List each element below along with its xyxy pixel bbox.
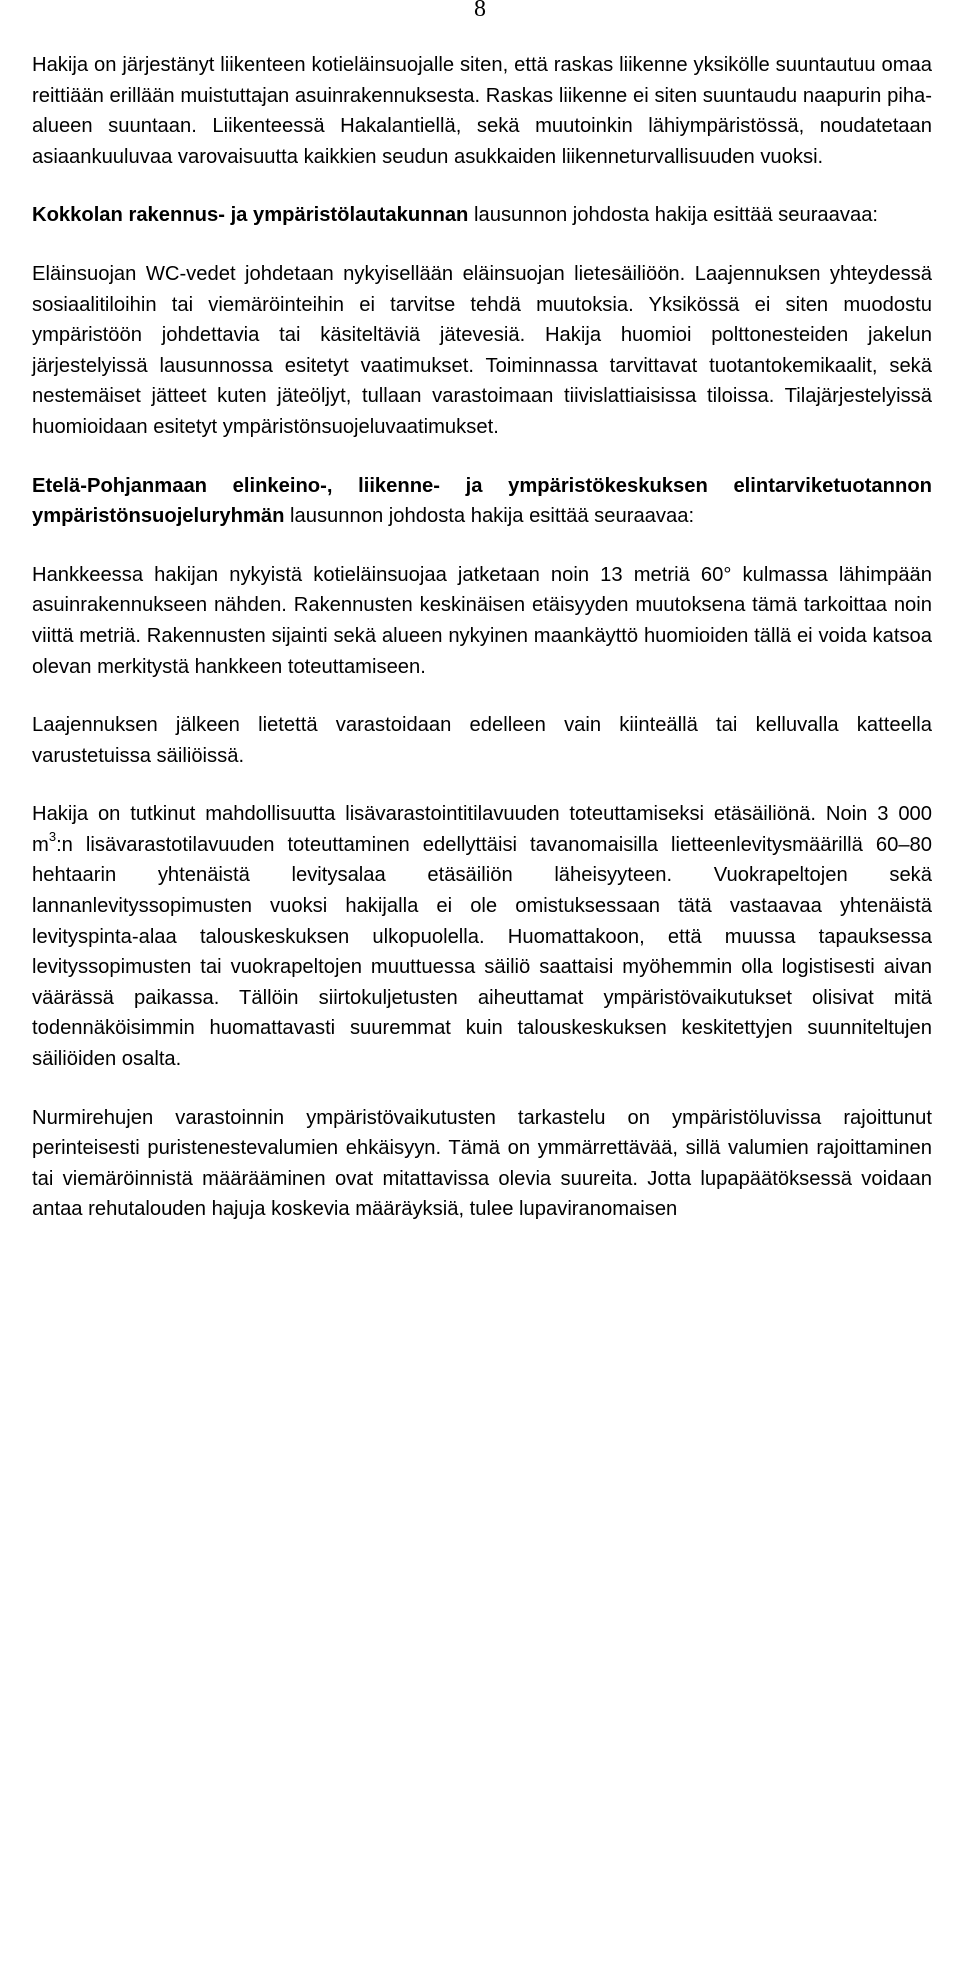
paragraph-ely-intro — [32, 471, 932, 532]
paragraph-kokkola-intro — [32, 200, 932, 231]
remote-tank-text-b: :n lisävarastotilavuuden toteuttaminen edellyttäisi tavanomaisilla lietteenlevitysmäärillä 60–80 hehtaarin yhtenäistä levitysalaa etäsäiliön läheisyyteen. Vuokrapeltojen sekä lannanlevityssopimusten vuoksi hakijalla ei ole omistuksessaan tätä vastaavaa yhtenäistä levityspinta-alaa talouskeskuksen ulkopuolella. Huomattakoon, että muussa tapauksessa levityssopimusten tai vuokrapeltojen muuttuessa säiliö saattaisi myöhemmin olla logistisesti aivan väärässä paikassa. Tällöin siirtokuljetusten aiheuttamat ympäristövaikutukset olisivat mitä todennäköisimmin huomattavasti suuremmat kuin talouskeskuksen keskitettyjen suunniteltujen säiliöiden osalta. — [32, 833, 932, 1071]
page-number: 8 — [474, 0, 486, 22]
ely-intro-text: lausunnon johdosta hakija esittää seuraavaa: — [284, 505, 695, 528]
document-body — [32, 50, 932, 1225]
paragraph-traffic: Hakija on järjestänyt liikenteen kotieläinsuojalle siten, että raskas liikenne yksikölle suuntautuu omaa reittiään erillään muistuttajan asuinrakennuksesta. Raskas liikenne ei siten suuntaudu naapurin piha-alueen suuntaan. Liikenteessä Hakalantiellä, sekä muutoinkin lähiympäristössä, noudatetaan asiaankuuluvaa varovaisuutta kaikkien seudun asukkaiden liikenneturvallisuuden vuoksi. — [32, 54, 932, 168]
kokkola-intro-text: lausunnon johdosta hakija esittää seuraavaa: — [468, 204, 879, 227]
cubic-superscript: 3 — [48, 829, 57, 845]
paragraph-silage-storage: Nurmirehujen varastoinnin ympäristövaikutusten tarkastelu on ympäristöluvissa rajoittunut perinteisesti puristenestevalumien ehkäisyyn. Tämä on ymmärrettävää, sillä valumien rajoittaminen tai viemäröinnistä määrääminen ovat mitattavissa olevia suureita. Jotta lupapäätöksessä voidaan antaa rehutalouden hajuja koskevia määräyksiä, tulee lupaviranomaisen — [32, 1106, 932, 1221]
ely-group-name: Etelä-Pohjanmaan elinkeino-, liikenne- ja ympäristökeskuksen elintarviketuotannon ympäristönsuojeluryhmän — [32, 474, 932, 528]
paragraph-wastewater: Eläinsuojan WC-vedet johdetaan nykyisellään eläinsuojan lietesäiliöön. Laajennuksen yhteydessä sosiaalitiloihin tai viemäröinteihin ei tarvitse tehdä muutoksia. Yksikössä ei siten muodostu ympäristöön johdettavia tai käsiteltäviä jätevesiä. Hakija huomioi polttonesteiden jakelun järjestelyissä lausunnossa esitetyt vaatimukset. Toiminnassa tarvittavat tuotantokemikaalit, sekä nestemäiset jätteet kuten jäteöljyt, tullaan varastoimaan tiivislattiaisissa tiloissa. Tilajärjestelyissä huomioidaan esitetyt ympäristönsuojeluvaatimukset. — [32, 262, 932, 438]
kokkola-board-name: Kokkolan rakennus- ja ympäristölautakunnan — [32, 204, 469, 227]
paragraph-slurry-storage: Laajennuksen jälkeen lietettä varastoidaan edelleen vain kiinteällä tai kelluvalla katteella varustetuissa säiliöissä. — [32, 714, 932, 767]
paragraph-remote-tank — [32, 799, 932, 1074]
paragraph-extension-distance: Hankkeessa hakijan nykyistä kotieläinsuojaa jatketaan noin 13 metriä 60° kulmassa lähimpään asuinrakennukseen nähden. Rakennusten keskinäisen etäisyyden muutoksena tämä tarkoittaa noin viittä metriä. Rakennusten sijainti sekä alueen nykyinen maankäyttö huomioiden tällä ei voida katsoa olevan merkitystä hankkeen toteuttamiseen. — [32, 563, 932, 678]
remote-tank-text-a: Hakija on tutkinut mahdollisuutta lisävarastointitilavuuden toteuttamiseksi etäsäiliönä. Noin 3 000 m — [32, 803, 932, 856]
